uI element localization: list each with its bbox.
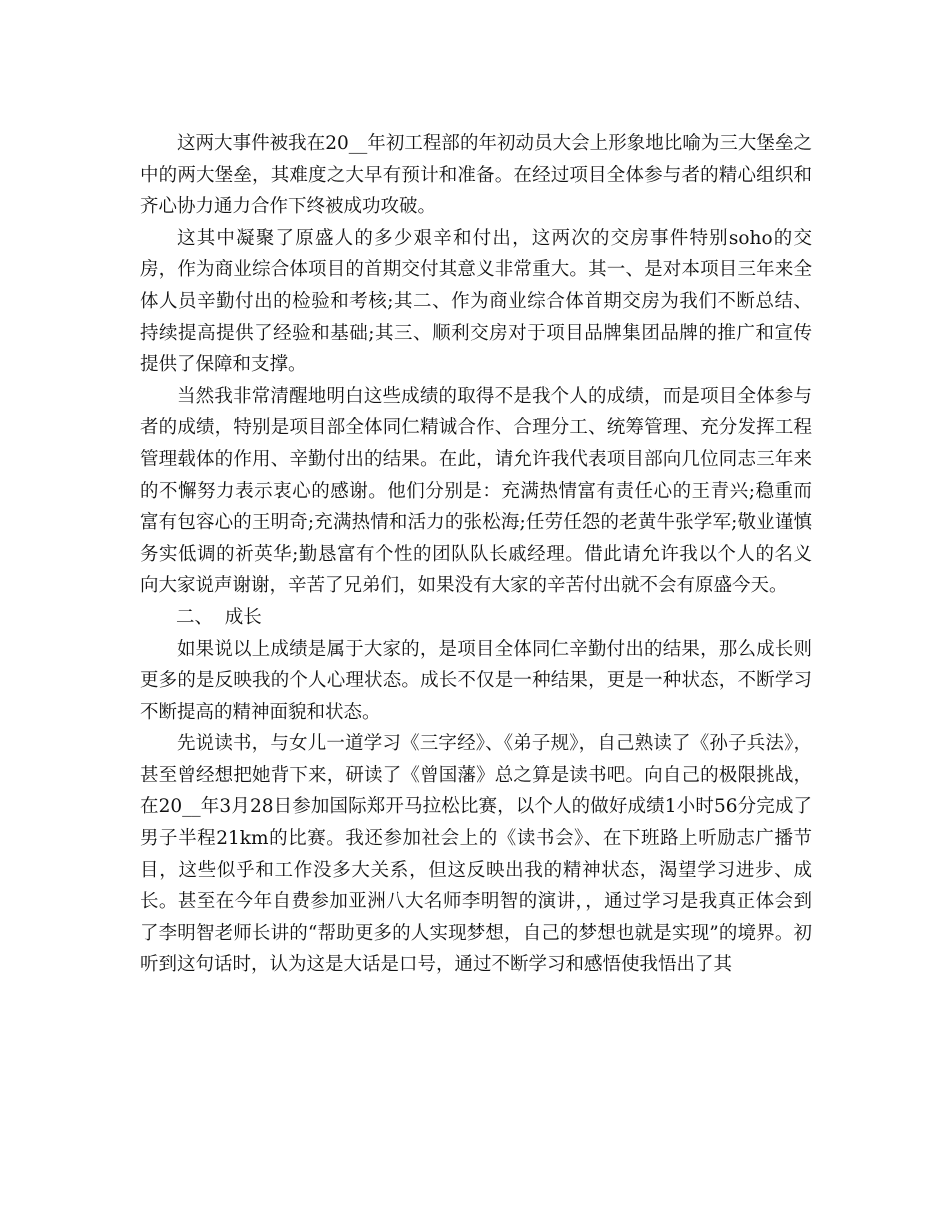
paragraph-1: 这两大事件被我在20__年初工程部的年初动员大会上形象地比喻为三大堡垒之中的两大堡垒，其难度之大早有预计和准备。在经过项目全体参与者的精心组织和齐心协力通力合作下终被成功攻破。 (140, 133, 812, 218)
paragraph-4: 如果说以上成绩是属于大家的，是项目全体同仁辛勤付出的结果，那么成长则更多的是反映我的个人心理状态。成长不仅是一种结果，更是一种状态，不断学习不断提高的精神面貌和状态。 (140, 638, 812, 723)
paragraph-2: 这其中凝聚了原盛人的多少艰辛和付出，这两次的交房事件特别soho的交房，作为商业综合体项目的首期交付其意义非常重大。其一、是对本项目三年来全体人员辛勤付出的检验和考核;其二、作为商业综合体首期交房为我们不断总结、持续提高提供了经验和基础;其三、顺利交房对于项目品牌集团品牌的推广和宣传提供了保障和支撑。 (140, 227, 812, 376)
paragraph-5: 先说读书，与女儿一道学习《三字经》、《弟子规》，自己熟读了《孙子兵法》，甚至曾经想把她背下来，研读了《曾国藩》总之算是读书吧。向自己的极限挑战，在20__年3月28日参加国际郑开马拉松比赛，以个人的做好成绩1小时56分完成了男子半程21km的比赛。我还参加社会上的《读书会》、在下班路上听励志广播节目，这些似乎和工作没多大关系，但这反映出我的精神状态，渴望学习进步、成长。甚至在今年自费参加亚洲八大名师李明智的演讲，，通过学习是我真正体会到了李明智老师长讲的“帮助更多的人实现梦想，自己的梦想也就是实现”的境界。初听到这句话时，认为这是大话是口号，通过不断学习和感悟使我悟出了其 (140, 733, 812, 976)
paragraph-3: 当然我非常清醒地明白这些成绩的取得不是我个人的成绩，而是项目全体参与者的成绩，特别是项目部全体同仁精诚合作、合理分工、统筹管理、充分发挥工程管理载体的作用、辛勤付出的结果。在此，请允许我代表项目部向几位同志三年来的不懈努力表示衷心的感谢。他们分别是：充满热情富有责任心的王青兴;稳重而富有包容心的王明奇;充满热情和活力的张松海;任劳任怨的老黄牛张学军;敬业谨慎务实低调的祈英华;勤恳富有个性的团队队长戚经理。借此请允许我以个人的名义向大家说声谢谢，辛苦了兄弟们，如果没有大家的辛苦付出就不会有原盛今天。 (140, 385, 812, 597)
document-body (140, 128, 812, 981)
section-heading: 二、 成长 (176, 606, 262, 628)
